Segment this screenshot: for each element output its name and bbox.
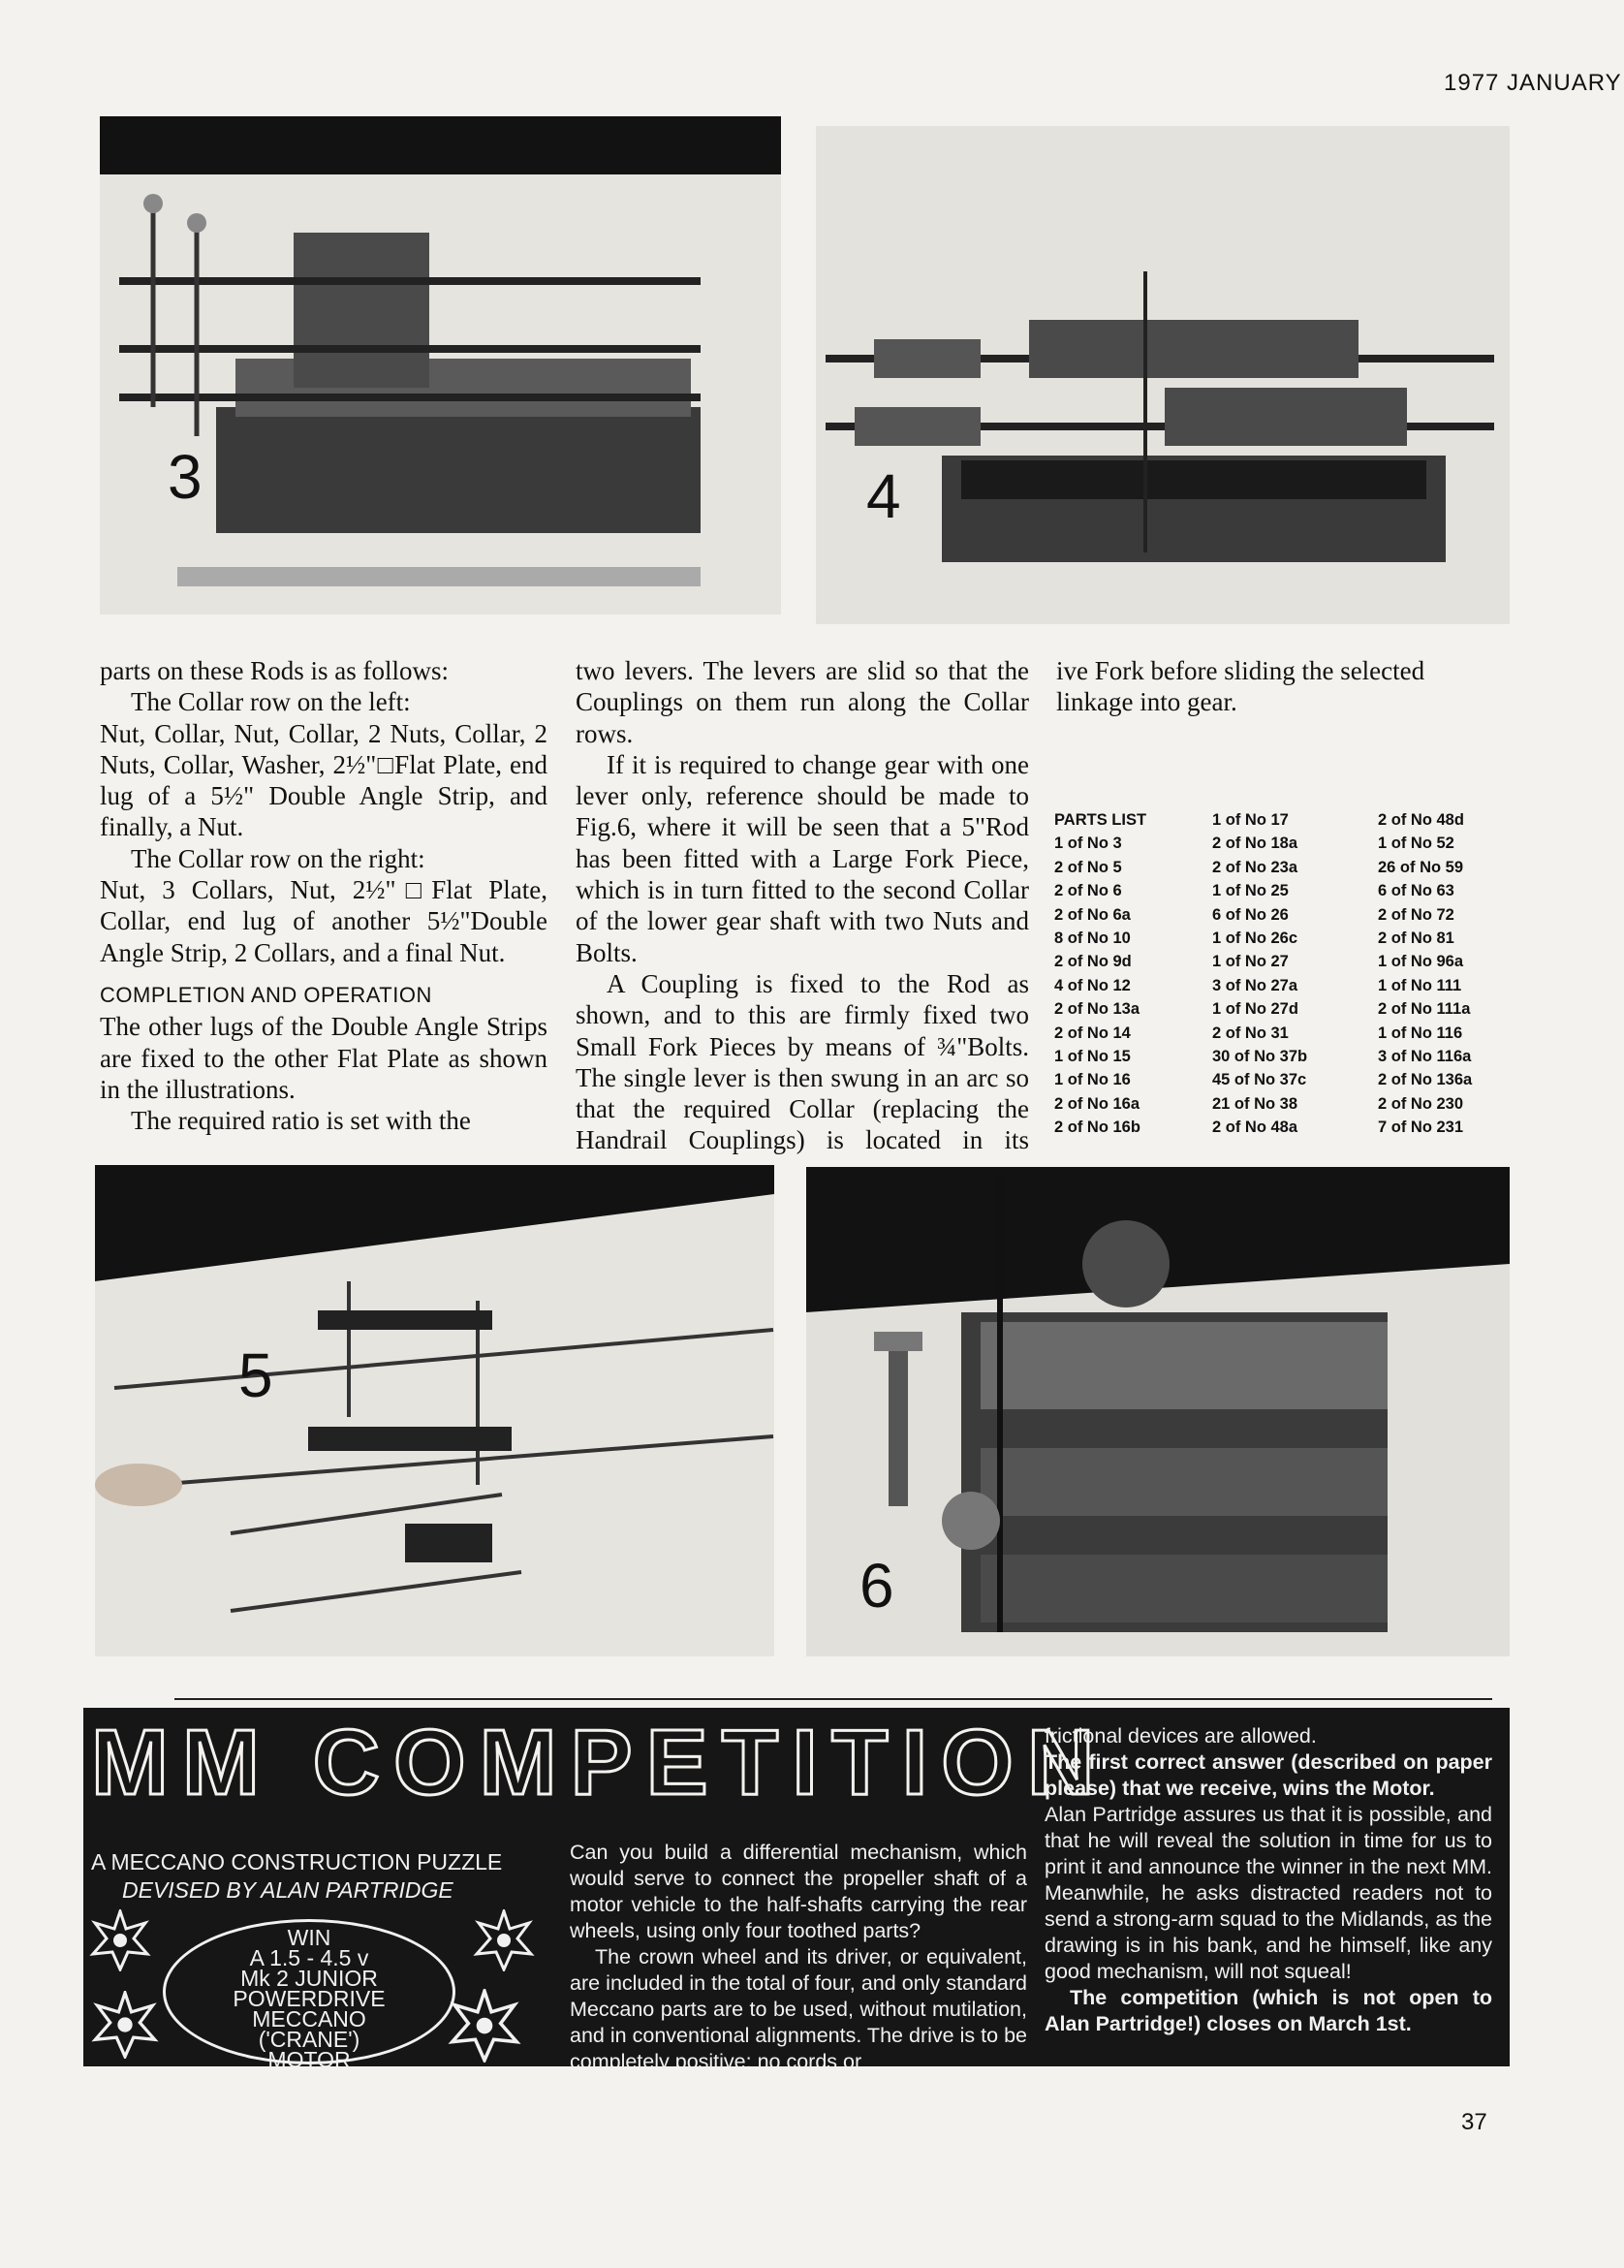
- paragraph: The Collar row on the left:: [131, 687, 411, 717]
- part-entry: 45 of No 37c: [1212, 1071, 1307, 1089]
- part-entry: 7 of No 231: [1378, 1118, 1464, 1137]
- part-entry: 2 of No 5: [1054, 858, 1122, 876]
- part-entry: 4 of No 12: [1054, 976, 1131, 994]
- prize-line: WIN: [287, 1925, 331, 1950]
- text-column-3: [1056, 655, 1504, 718]
- figure-5-photo: [95, 1165, 774, 1656]
- part-entry: 1 of No 17: [1212, 811, 1289, 829]
- prize-line: MOTOR: [267, 2047, 351, 2072]
- star-icon: [448, 1989, 521, 2063]
- part-entry: 21 of No 38: [1212, 1094, 1298, 1113]
- part-entry: 1 of No 3: [1054, 835, 1122, 853]
- text-column-1: [100, 655, 547, 1136]
- prize-line: Mk 2 JUNIOR: [240, 1966, 378, 1991]
- paragraph: Nut, Collar, Nut, Collar, 2 Nuts, Collar, 2 Nuts, Collar, Washer, 2½"□Flat Plate, end lug of a 5½" Double Angle Strip, and finally, a Nut.: [100, 718, 547, 842]
- figure-number-4: 4: [866, 461, 901, 531]
- part-entry: 6 of No 63: [1378, 882, 1454, 900]
- paragraph: The required ratio is set with the: [131, 1106, 471, 1136]
- part-entry: 2 of No 23a: [1212, 858, 1298, 876]
- parts-column-2: [1212, 808, 1307, 1140]
- single-lever-gearbox-image: [806, 1167, 1510, 1656]
- section-heading: COMPLETION AND OPERATION: [100, 982, 432, 1007]
- part-entry: 1 of No 96a: [1378, 953, 1464, 971]
- paragraph: two levers. The levers are slid so that the Couplings on them run along the Collar rows.: [576, 656, 1029, 748]
- paragraph: Nut, 3 Collars, Nut, 2½"□Flat Plate, Collar, end lug of another 5½"Double Angle Strip, 2 Collars, and a final Nut.: [100, 875, 547, 967]
- competition-title: MM COMPETITION: [91, 1711, 1109, 1814]
- star-icon: [91, 1991, 159, 2059]
- paragraph: The first correct answer (described on paper please) that we receive, wins the Motor.: [1045, 1750, 1492, 1800]
- paragraph: frictional devices are allowed.: [1045, 1724, 1317, 1748]
- part-entry: 30 of No 37b: [1212, 1048, 1308, 1066]
- part-entry: 2 of No 6a: [1054, 905, 1131, 924]
- prize-line: POWERDRIVE: [233, 1986, 386, 2011]
- parts-column-1: [1054, 808, 1146, 1140]
- paragraph: ive Fork before sliding the selected linkage into gear.: [1056, 656, 1425, 717]
- prize-line: A 1.5 - 4.5 v: [249, 1945, 369, 1970]
- part-entry: 2 of No 9d: [1054, 953, 1132, 971]
- prize-line: MECCANO: [252, 2006, 366, 2032]
- part-entry: 1 of No 25: [1212, 882, 1289, 900]
- prize-line: ('CRANE'): [258, 2027, 360, 2052]
- figure-6-photo: [806, 1167, 1510, 1656]
- part-entry: 3 of No 116a: [1378, 1048, 1472, 1066]
- competition-rules: [1045, 1723, 1492, 2037]
- part-entry: 1 of No 26c: [1212, 929, 1298, 948]
- parts-list-title: PARTS LIST: [1054, 811, 1147, 829]
- part-entry: 2 of No 81: [1378, 929, 1454, 948]
- part-entry: 1 of No 27d: [1212, 1000, 1298, 1019]
- paragraph: The crown wheel and its driver, or equivalent, are included in the total of four, and only standard Meccano parts are to be used, without mutilation, and in conventional alignments. The drive is to be completely positive: no cords or: [570, 1945, 1027, 2073]
- figure-number-3: 3: [168, 442, 203, 512]
- paragraph: The other lugs of the Double Angle Strips are fixed to the other Flat Plate as shown in the illustrations.: [100, 1012, 547, 1104]
- parts-list: [1054, 808, 1510, 1148]
- page-number: 37: [1461, 2109, 1487, 2135]
- figure-3-photo: [100, 116, 781, 614]
- divider-rule: [174, 1698, 1492, 1700]
- part-entry: 8 of No 10: [1054, 929, 1131, 948]
- part-entry: 1 of No 116: [1378, 1024, 1463, 1042]
- paragraph: The Collar row on the right:: [131, 843, 425, 873]
- part-entry: 2 of No 16a: [1054, 1094, 1140, 1113]
- puzzle-author: DEVISED BY ALAN PARTRIDGE: [122, 1877, 453, 1903]
- part-entry: 2 of No 136a: [1378, 1071, 1473, 1089]
- issue-date: 1977 JANUARY: [1444, 70, 1622, 96]
- part-entry: 1 of No 16: [1054, 1071, 1131, 1089]
- paragraph: The competition (which is not open to Alan Partridge!) closes on March 1st.: [1045, 1986, 1492, 2035]
- text-column-2: [576, 655, 1029, 1187]
- part-entry: 2 of No 13a: [1054, 1000, 1140, 1019]
- puzzle-description: [570, 1840, 1027, 2075]
- part-entry: 1 of No 27: [1212, 953, 1289, 971]
- paragraph: parts on these Rods is as follows:: [100, 656, 449, 685]
- figure-4-photo: [816, 126, 1510, 624]
- paragraph: Can you build a differential mechanism, which would serve to connect the propeller shaft of a motor vehicle to the half-shafts carrying the rear wheels, using only four toothed parts?: [570, 1841, 1027, 1942]
- part-entry: 2 of No 18a: [1212, 835, 1298, 853]
- gearbox-model-image: [100, 116, 781, 614]
- star-icon: [89, 1909, 151, 1971]
- part-entry: 1 of No 15: [1054, 1048, 1131, 1066]
- prize-oval: [163, 1919, 455, 2072]
- part-entry: 6 of No 26: [1212, 905, 1289, 924]
- part-entry: 2 of No 16b: [1054, 1118, 1140, 1137]
- paragraph: A Coupling is fixed to the Rod as shown, and to this are firmly fixed two Small Fork Pieces by means of ¾"Bolts. The single lever is then swung in an arc so that the required Collar (replacing the Handrail Couplings) is located in its: [576, 968, 1029, 1155]
- part-entry: 2 of No 230: [1378, 1094, 1464, 1113]
- gear-shafts-model-image: [816, 126, 1510, 624]
- part-entry: 2 of No 48a: [1212, 1118, 1298, 1137]
- part-entry: 1 of No 52: [1378, 835, 1454, 853]
- part-entry: 2 of No 111a: [1378, 1000, 1471, 1019]
- part-entry: 3 of No 27a: [1212, 976, 1298, 994]
- part-entry: 26 of No 59: [1378, 858, 1464, 876]
- part-entry: 2 of No 31: [1212, 1024, 1289, 1042]
- part-entry: 2 of No 72: [1378, 905, 1454, 924]
- figure-number-6: 6: [859, 1551, 894, 1621]
- part-entry: 1 of No 111: [1378, 976, 1462, 994]
- puzzle-subtitle: A MECCANO CONSTRUCTION PUZZLE: [91, 1849, 503, 1874]
- part-entry: 2 of No 48d: [1378, 811, 1464, 829]
- figure-number-5: 5: [238, 1340, 273, 1410]
- paragraph: If it is required to change gear with one lever only, reference should be made to Fig.6, where it will be seen that a 5"Rod has been fitted with a Large Fork Piece, which is in turn fitted to the second Collar of the lower gear shaft with two Nuts and Bolts.: [576, 749, 1029, 967]
- parts-column-3: [1378, 808, 1472, 1140]
- star-icon: [473, 1909, 535, 1971]
- part-entry: 2 of No 6: [1054, 882, 1122, 900]
- paragraph: Alan Partridge assures us that it is possible, and that he will reveal the solution in time for us to print it and announce the winner in the next MM. Meanwhile, he asks distracted readers not to send a strong-arm squad to the Midlands, as the drawing is in his bank, and he himself, like any good mechanism, will not squeal!: [1045, 1803, 1492, 1983]
- competition-panel: [83, 1708, 1510, 2073]
- part-entry: 2 of No 14: [1054, 1024, 1131, 1042]
- lever-frame-model-image: [95, 1165, 774, 1656]
